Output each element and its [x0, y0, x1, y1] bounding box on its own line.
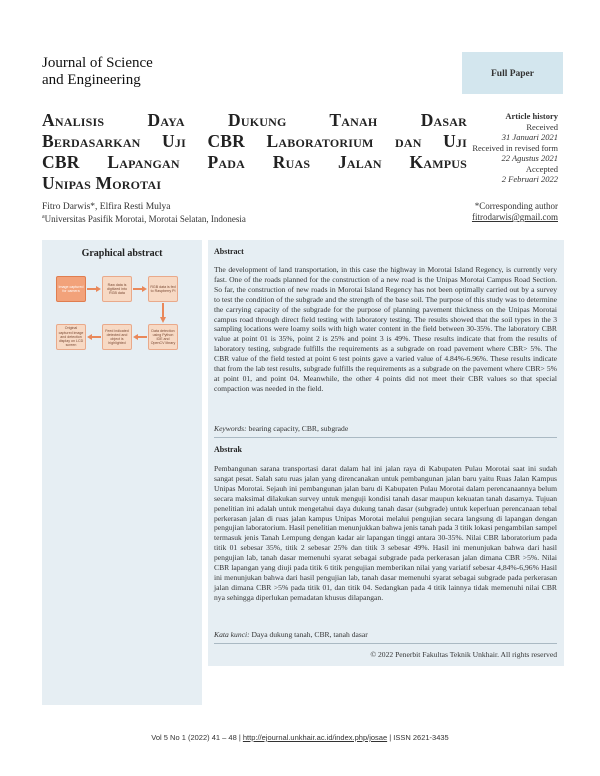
page-footer: Vol 5 No 1 (2022) 41 – 48 | http://ejournal.unkhair.ac.id/index.php/josae | ISSN 2621-3435 [151, 733, 449, 742]
ga-box-6: Data detection using Python IDE and OpenCV library [148, 324, 178, 350]
affiliation-mark: a [42, 214, 45, 220]
corresponding-author [440, 201, 558, 223]
journal-name-line2: and Engineering [42, 72, 141, 88]
divider [214, 643, 557, 644]
ga-box-4: Original captured image and detection display on LCD screen [56, 324, 86, 350]
ga-box-2: Raw data is digitized into RGB data [102, 276, 132, 302]
arrow-left-icon [87, 334, 101, 340]
title-line-2: Berdasarkan Uji CBR Laboratorium dan Uji [42, 131, 467, 151]
abstrak-text: Pembangunan sarana transportasi darat dalam hal ini jalan raya di Kabupaten Pulau Morotai saat ini sudah sangat pesat. Salah satu ruas jalan yang direncanakan untuk pembangunan jalan baru yaitu Ruas Jalan Kampus Unipas Morotai. Sejauh ini pembangunan jalan baru di Kabupaten Pulau Morotai dalam perencanaannya belum secara maksimal dilakukan survey untuk menguji kondisi tanah dasar maupun kekuatan tanah dasarnya. Tujuan penelitian ini adalah untuk mengetahui daya dukung tanah dasar (subgrade) untuk keperluan perencanaan tebal perkerasan jalan di ruas jalan kampus Unipas Morotai melalui pengujian secara langsung di lapangan dengan pengujian laboratorium. Hasil penelitian menunjukkan bahwa jenis tanah pada 3 titik lokasi pengambilan sampel termasuk jenis Tanah Lempung dengan kadar air lapangan tinggi antara 30-35%. Nilai CBR laboratorium pada titik 01 sebesar 35%, titik 2 sebesar 25% dan titik 3 sebesar 49%. Hasil ini menunjukan bahwa dari hasil pengujian lab, tanah dasar memenuhi syarat sebagai subgrade pada perkerasan jalan dimana CBR >5%. Nilai CBR lapangan yang diuji pada titik 6 titik pengujian memberikan nilai yang variatif sebesar 4,84%-6,96% Hasil ini menunjukan bahwa dari hasil pengujian lab, tanah dasar memenuhi syarat sebagai subgrade pada perkerasan jalan dimana CBR >5% pada titik 01, dan titik 04. Sedangkan pada 4 titik lainnya tidak memenuhi nilai CBR nya sehingga diperlukan pemadatan khusus dilapangan. [214, 464, 557, 602]
ga-box-3: RGB data is fed to Raspberry Pi [148, 276, 178, 302]
journal-name [42, 55, 153, 89]
revised-date: 22 Agustus 2021 [501, 153, 558, 163]
abstrak-heading: Abstrak [214, 445, 243, 454]
footer-volume: Vol 5 No 1 (2022) 41 – 48 [151, 733, 237, 742]
title-line-4: Unipas Morotai [42, 173, 162, 193]
title-line-1: Analisis Daya Dukung Tanah Dasar [42, 110, 467, 130]
ga-box-1: Image captured for camera [56, 276, 86, 302]
graphical-abstract-title: Graphical abstract [81, 248, 163, 259]
kata-kunci-value: Daya dukung tanah, CBR, tanah dasar [251, 630, 368, 639]
ga-box-5: Feed indicated detected and object is highlighted [102, 324, 132, 350]
accepted-date: 2 Februari 2022 [501, 174, 558, 184]
received-date: 31 Januari 2021 [501, 132, 558, 142]
corresponding-email-link[interactable]: fitrodarwis@gmail.com [471, 212, 558, 222]
copyright: © 2022 Penerbit Fakultas Teknik Unkhair. All rights reserved [370, 650, 557, 659]
affiliation-text: Universitas Pasifik Morotai, Morotai Selatan, Indonesia [44, 214, 246, 224]
kata-kunci [214, 630, 368, 639]
title-line-3: CBR Lapangan Pada Ruas Jalan Kampus [42, 152, 467, 172]
received-label: Received [526, 121, 558, 132]
paper-type-label: Full Paper [490, 69, 534, 79]
keywords-value: bearing capacity, CBR, subgrade [248, 424, 349, 433]
article-history [440, 111, 558, 185]
journal-name-line1: Journal of Science [42, 55, 153, 71]
article-title [42, 110, 467, 194]
kata-kunci-label: Kata kunci: [214, 630, 250, 639]
arrow-right-icon [87, 286, 101, 292]
arrow-left-icon [133, 334, 147, 340]
arrow-right-icon [133, 286, 147, 292]
revised-label: Received in revised form [472, 142, 558, 153]
abstract-text: The development of land transportation, in this case the highway in Morotai Island Regency, is currently very fast. One of the roads planned for the construction of a new road is the Unipas Morotai Campus Road Section. So far, the construction of new roads in Morotai Island Regency has not been optimally carried out by a survey to test the condition of the subgrade and the strength of the base soil. The purpose of this study was to determine the carrying capacity of the subgrade for the purpose of planning pavement thickness on the Unipas Morotai campus road through direct field testing with laboratory testing. The results showed that the soil types in the 3 sampling locations were loamy soils with high water content in the field between 30-35%. The laboratory CBR value at point 01 is 35%, point 2 is 25% and point 3 is 49%. These results indicate that from the results of laboratory testing, subgrade fulfills the requirements as a subgrade on road pavement where CBR> 5%. The CBR value of the field tested at point 6 test points gave a varied value of 4.84%-6.96%. These results indicate that from the lab test results, subgrade fulfills the requirements as a subgrade on the pavement where CBR> 5% at point 01, and point 04. Meanwhile, the other 4 points did not meet their CBR values so that special compaction was needed in the field. [214, 265, 557, 393]
abstract-heading: Abstract [214, 247, 244, 256]
history-heading: Article history [505, 111, 558, 121]
keywords-label: Keywords: [214, 424, 247, 433]
corresponding-label: *Corresponding author [474, 201, 558, 211]
affiliation [42, 214, 246, 224]
graphical-abstract-panel [42, 240, 202, 705]
divider [214, 437, 557, 438]
accepted-label: Accepted [525, 163, 558, 174]
footer-issn: ISSN 2621-3435 [393, 733, 449, 742]
arrow-down-icon [160, 303, 166, 323]
keywords [214, 424, 348, 433]
authors: Fitro Darwis*, Elfira Resti Mulya [42, 202, 171, 212]
footer-journal-link[interactable]: http://ejournal.unkhair.ac.id/index.php/josae [242, 733, 388, 742]
